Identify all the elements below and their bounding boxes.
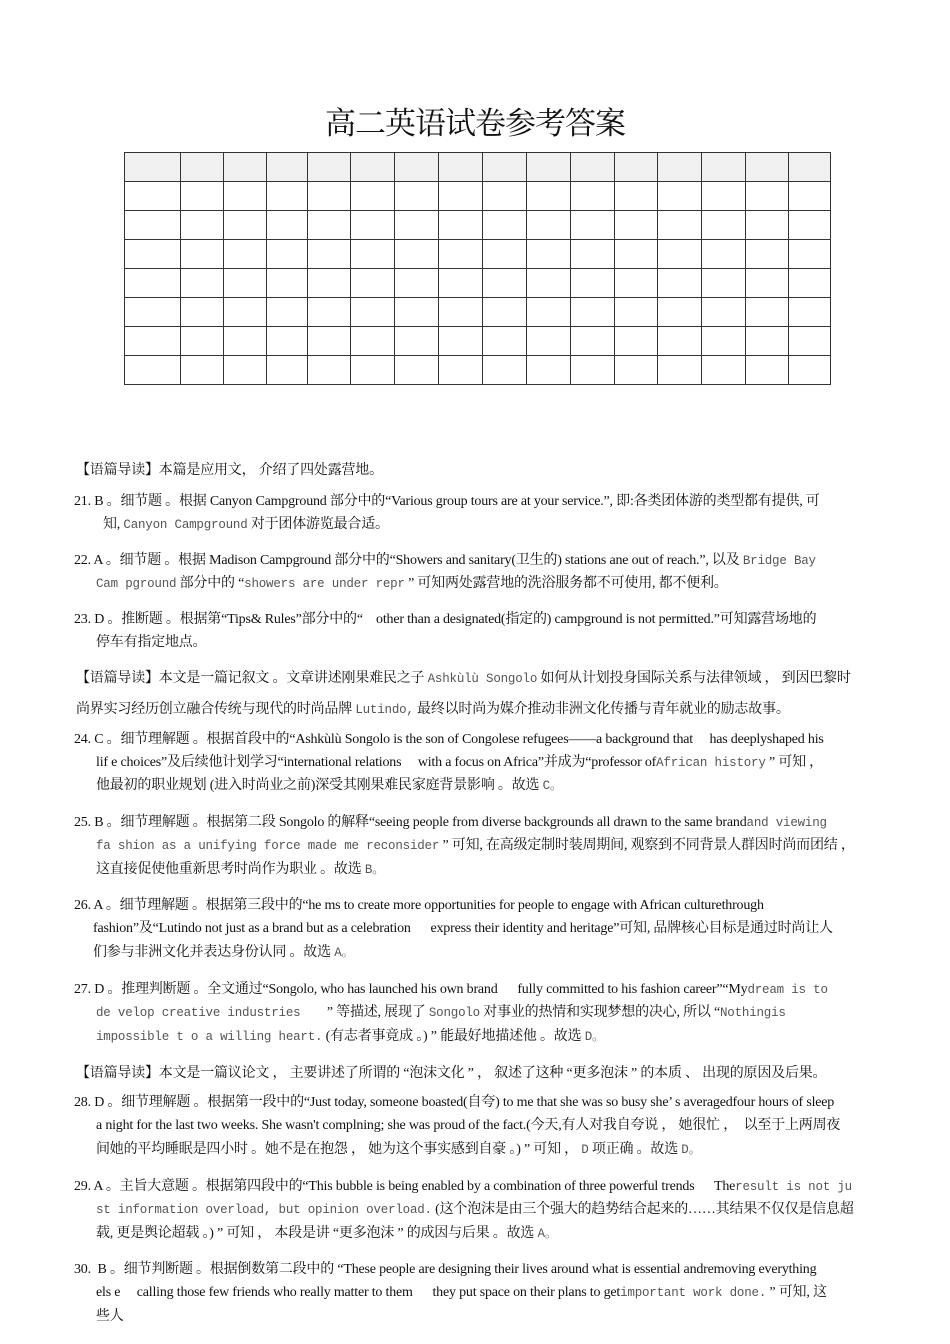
answer-table: [124, 152, 831, 385]
answer-table-cell: [788, 298, 831, 327]
answer-table-cell: [658, 269, 702, 298]
answer-table-cell: [658, 298, 702, 327]
passage-intro-line: [76, 462, 383, 480]
answer-table-cell: [266, 298, 308, 327]
quoted-text-segment: Nothingis: [719, 1006, 786, 1020]
answer-table-cell: [180, 153, 224, 182]
text-segment: ” 可知 ，: [765, 755, 823, 770]
answer-table-cell: [701, 298, 746, 327]
answer-table-cell: [395, 327, 439, 356]
explanation-line: [74, 981, 828, 999]
answer-table-cell: [571, 211, 615, 240]
text-segment: ” 等描述, 展现了: [300, 1005, 429, 1020]
text-segment: 28. D 。细节理解题 。根据第一段中的“Just today, someone boasted(自夸) to me that she was so busy she’ s averagedfour hours of sleep: [74, 1095, 835, 1110]
answer-table-cell: [266, 182, 308, 211]
answer-table-cell: [526, 327, 571, 356]
answer-table-cell: [701, 240, 746, 269]
text-segment: 对事业的热情和实现梦想的决心, 所以 “: [479, 1005, 720, 1020]
answer-table-cell: [658, 327, 702, 356]
answer-table-cell: [224, 269, 267, 298]
explanation-line: [96, 1201, 854, 1219]
answer-table-cell: [526, 211, 571, 240]
answer-table-cell: [308, 211, 351, 240]
text-segment: 停车有指定地点。: [96, 635, 207, 650]
answer-table-row: [125, 182, 831, 211]
explanation-line: [96, 634, 206, 652]
text-segment: 24. C 。细节理解题 。根据首段中的“Ashkùlù Songolo is the son of Congolese refugees——a background that has deeplyshaped his: [74, 732, 824, 747]
answer-table-cell: [746, 153, 789, 182]
text-segment: 30. B 。细节判断题 。根据倒数第二段中的 “These people are designing their lives around what is essential andremoving everything: [74, 1262, 817, 1277]
text-segment: (有志者事竟成 。) ” 能最好地描述他 。故选: [322, 1029, 585, 1044]
answer-table-cell: [350, 153, 395, 182]
answer-table-cell: [266, 327, 308, 356]
answer-table-cell: [701, 269, 746, 298]
answer-table-cell: [483, 182, 527, 211]
explanation-line: [74, 1178, 852, 1196]
answer-table-cell: [746, 327, 789, 356]
quoted-text-segment: Ashkùlù Songolo: [427, 672, 538, 686]
explanation-line: [74, 493, 820, 511]
answer-table-cell: [483, 356, 527, 385]
explanation-line: [74, 552, 816, 570]
answer-table-cell: [438, 211, 483, 240]
quoted-text-segment: D: [581, 1143, 589, 1157]
answer-table-cell: [350, 240, 395, 269]
text-segment: 如何从计划投身国际关系与法律领域 ， 到因巴黎时: [537, 671, 851, 686]
explanation-line: [103, 516, 389, 534]
answer-table-cell: [788, 211, 831, 240]
answer-table-cell: [224, 240, 267, 269]
answer-table-cell: [224, 356, 267, 385]
text-segment: ” 可知, 这: [766, 1285, 827, 1300]
answer-table-cell: [571, 153, 615, 182]
answer-table-cell: [526, 356, 571, 385]
answer-table-cell: [125, 327, 181, 356]
answer-table-cell: [746, 298, 789, 327]
answer-table-cell: [125, 298, 181, 327]
quoted-text-segment: Songolo: [428, 1006, 480, 1020]
answer-table-cell: [571, 269, 615, 298]
text-segment: fashion”及“Lutindo not just as a brand but as a celebration express their identity and heritage”可知, 品牌核心目标是通过时尚让人: [93, 921, 833, 936]
text-segment: 23. D 。推断题 。根据第“Tips& Rules”部分中的“ other than a designated(指定的) campground is not permitted.”可知露营场地的: [74, 612, 817, 627]
answer-table-cell: [180, 298, 224, 327]
text-segment: 间她的平均睡眠是四小时 。她不是在抱怨 ， 她为这个事实感到自豪 。) ” 可知 ，: [96, 1142, 582, 1157]
quoted-text-segment: showers are under repr: [244, 577, 405, 591]
answer-table-cell: [224, 153, 267, 182]
text-segment: ” 可知两处露营地的洗浴服务都不可使用, 都不便利。: [404, 576, 728, 591]
answer-table-cell: [614, 153, 658, 182]
answer-table-cell: [125, 269, 181, 298]
answer-table-cell: [395, 269, 439, 298]
quoted-text-segment: A。: [334, 946, 354, 960]
explanation-line: [96, 1028, 604, 1046]
answer-table-cell: [571, 356, 615, 385]
text-segment: 知,: [103, 517, 124, 532]
answer-table-cell: [125, 153, 181, 182]
explanation-line: [96, 1308, 124, 1326]
text-segment: 这直接促使他重新思考时尚作为职业 。故选: [96, 862, 365, 877]
quoted-text-segment: D。: [681, 1143, 701, 1157]
text-segment: 载, 更是舆论超载 。) ” 可知 ， 本段是讲 “更多泡沫 ” 的成因与后果 。故选: [96, 1226, 538, 1241]
answer-table-cell: [266, 356, 308, 385]
answer-table-cell: [483, 153, 527, 182]
answer-table-cell: [701, 211, 746, 240]
text-segment: 【语篇导读】本篇是应用文， 介绍了四处露营地。: [76, 463, 383, 478]
answer-table-row: [125, 240, 831, 269]
explanation-line: [96, 837, 855, 855]
answer-table-cell: [614, 211, 658, 240]
answer-table-cell: [788, 269, 831, 298]
answer-table-cell: [180, 240, 224, 269]
text-segment: lif e choices”及后续他计划学习“international relations with a focus on Africa”并成为“professor of: [96, 755, 657, 770]
answer-table-cell: [438, 327, 483, 356]
text-segment: 21. B 。细节题 。根据 Canyon Campground 部分中的“Various group tours are at your service.”, 即:各类团体游的类型都有提供, 可: [74, 494, 820, 509]
answer-table-cell: [571, 327, 615, 356]
text-segment: 尚界实习经历创立融合传统与现代的时尚品牌: [76, 702, 356, 717]
answer-table-cell: [308, 240, 351, 269]
answer-table-cell: [746, 182, 789, 211]
quoted-text-segment: dream is to: [747, 983, 828, 997]
answer-table-cell: [658, 153, 702, 182]
answer-table-cell: [788, 153, 831, 182]
answer-table-cell: [788, 327, 831, 356]
text-segment: 们参与非洲文化并表达身份认同 。故选: [93, 945, 335, 960]
quoted-text-segment: fa shion as a unifying force made me reconsider: [96, 839, 440, 853]
quoted-text-segment: A。: [537, 1227, 558, 1241]
answer-table-cell: [483, 327, 527, 356]
answer-table-cell: [614, 269, 658, 298]
text-segment: 【语篇导读】本文是一篇议论文 ， 主要讲述了所谓的 “泡沫文化 ” ， 叙述了这种 “更多泡沫 ” 的本质 、 出现的原因及后果。: [76, 1066, 827, 1081]
quoted-text-segment: Bridge Bay: [742, 554, 816, 568]
answer-table-cell: [658, 211, 702, 240]
answer-table-cell: [125, 356, 181, 385]
answer-table-cell: [350, 298, 395, 327]
answer-table-cell: [224, 211, 267, 240]
text-segment: 22. A 。细节题 。根据 Madison Campground 部分中的“Showers and sanitary(卫生的) stations ane out of reach.”, 以及: [74, 553, 743, 568]
answer-table-cell: [438, 182, 483, 211]
answer-table-cell: [180, 356, 224, 385]
answer-table-cell: [701, 182, 746, 211]
quoted-text-segment: de velop creative industries: [96, 1006, 301, 1020]
answer-table-cell: [308, 153, 351, 182]
answer-table-cell: [614, 182, 658, 211]
answer-table-cell: [350, 182, 395, 211]
answer-table-cell: [658, 240, 702, 269]
answer-table-cell: [571, 182, 615, 211]
answer-table-cell: [224, 298, 267, 327]
text-segment: 项正确 。故选: [588, 1142, 682, 1157]
answer-table-cell: [438, 356, 483, 385]
answer-table-cell: [483, 269, 527, 298]
answer-table-cell: [614, 298, 658, 327]
text-segment: 26. A 。细节理解题 。根据第三段中的“he ms to create more opportunities for people to engage with African culturethrough: [74, 898, 764, 913]
answer-table-cell: [438, 153, 483, 182]
answer-table-cell: [788, 182, 831, 211]
answer-table-cell: [266, 240, 308, 269]
text-segment: 27. D 。推理判断题 。全文通过“Songolo, who has launched his own brand fully committed to his fashion career”“My: [74, 982, 748, 997]
answer-table-cell: [395, 356, 439, 385]
explanation-line: [76, 701, 790, 719]
answer-table-cell: [746, 211, 789, 240]
passage-intro-line: [76, 670, 851, 688]
answer-table-cell: [614, 327, 658, 356]
answer-table-cell: [438, 269, 483, 298]
quoted-text-segment: important work done.: [620, 1286, 767, 1300]
quoted-text-segment: D。: [584, 1030, 605, 1044]
explanation-line: [96, 1117, 840, 1135]
answer-table-cell: [308, 298, 351, 327]
quoted-text-segment: st information overload, but opinion overload.: [96, 1203, 432, 1217]
answer-table-cell: [266, 269, 308, 298]
passage-intro-line: [76, 1065, 826, 1083]
text-segment: 他最初的职业规划 (进入时尚业之前)深受其刚果难民家庭背景影响 。故选: [96, 778, 543, 793]
answer-table-cell: [180, 327, 224, 356]
answer-table-cell: [395, 240, 439, 269]
explanation-line: [74, 897, 764, 915]
answer-table-cell: [308, 327, 351, 356]
explanation-line: [96, 861, 384, 879]
text-segment: els e calling those few friends who really matter to them they put space on their plans to get: [96, 1285, 621, 1300]
quoted-text-segment: impossible t o a willing heart.: [96, 1030, 323, 1044]
answer-table-cell: [180, 211, 224, 240]
text-segment: 最终以时尚为媒介推动非洲文化传播与青年就业的励志故事。: [413, 702, 790, 717]
answer-table-cell: [483, 240, 527, 269]
answer-table-row: [125, 327, 831, 356]
answer-table-cell: [483, 298, 527, 327]
answer-table-cell: [308, 182, 351, 211]
answer-table-cell: [125, 182, 181, 211]
answer-table-cell: [224, 327, 267, 356]
explanation-line: [96, 1141, 701, 1159]
answer-table-cell: [658, 356, 702, 385]
answer-table-cell: [526, 182, 571, 211]
answer-table-row: [125, 269, 831, 298]
quoted-text-segment: C。: [542, 779, 563, 793]
answer-table-cell: [701, 356, 746, 385]
quoted-text-segment: Canyon Campground: [123, 518, 248, 532]
answer-table-cell: [308, 356, 351, 385]
answer-table-row: [125, 356, 831, 385]
explanation-line: [96, 1284, 827, 1302]
answer-table-cell: [180, 182, 224, 211]
answer-table-cell: [395, 298, 439, 327]
text-segment: 对于团体游览最合适。: [247, 517, 389, 532]
answer-table-header-row: [125, 153, 831, 182]
explanation-line: [93, 944, 354, 962]
answer-table-cell: [350, 356, 395, 385]
text-segment: 些人: [96, 1309, 124, 1324]
answer-table-row: [125, 211, 831, 240]
answer-table-cell: [266, 211, 308, 240]
quoted-text-segment: B。: [364, 863, 385, 877]
explanation-line: [74, 1261, 816, 1279]
explanation-line: [96, 575, 728, 593]
answer-table-cell: [788, 240, 831, 269]
text-segment: 29. A 。主旨大意题 。根据第四段中的“This bubble is being enabled by a combination of three powerful trends The: [74, 1179, 736, 1194]
answer-table-cell: [483, 211, 527, 240]
answer-table-cell: [746, 240, 789, 269]
answer-table-cell: [788, 356, 831, 385]
page-title: 高二英语试卷参考答案: [325, 106, 625, 142]
explanation-line: [74, 611, 816, 629]
quoted-text-segment: African history: [656, 756, 766, 770]
quoted-text-segment: and viewing: [746, 816, 827, 830]
text-segment: 25. B 。细节理解题 。根据第二段 Songolo 的解释“seeing people from diverse backgrounds all drawn to the same brand: [74, 815, 747, 830]
answer-table-cell: [350, 269, 395, 298]
quoted-text-segment: Lutindo,: [355, 703, 414, 717]
answer-table-cell: [224, 182, 267, 211]
explanation-line: [96, 777, 562, 795]
answer-table-cell: [701, 153, 746, 182]
answer-table-cell: [571, 240, 615, 269]
explanation-line: [93, 920, 833, 938]
answer-table-cell: [266, 153, 308, 182]
answer-table-cell: [614, 356, 658, 385]
answer-table-cell: [746, 356, 789, 385]
answer-table-cell: [438, 298, 483, 327]
explanation-line: [74, 1094, 834, 1112]
quoted-text-segment: result is not ju: [735, 1180, 852, 1194]
answer-table-cell: [526, 269, 571, 298]
answer-table-cell: [350, 327, 395, 356]
answer-table-cell: [395, 182, 439, 211]
answer-table-cell: [658, 182, 702, 211]
answer-table-cell: [701, 327, 746, 356]
answer-table-cell: [125, 211, 181, 240]
answer-table-cell: [526, 240, 571, 269]
answer-table-cell: [180, 269, 224, 298]
text-segment: (这个泡沫是由三个强大的趋势结合起来的……其结果不仅仅是信息超: [431, 1202, 854, 1217]
explanation-line: [96, 1004, 786, 1022]
answer-table-cell: [526, 298, 571, 327]
text-segment: ” 可知, 在高级定制时装周期间, 观察到不同背景人群因时尚而团结 ，: [439, 838, 855, 853]
explanation-line: [74, 814, 827, 832]
answer-table-cell: [746, 269, 789, 298]
explanation-line: [96, 754, 823, 772]
answer-table-cell: [614, 240, 658, 269]
text-segment: a night for the last two weeks. She wasn't complning; she was proud of the fact.(今天,有人对我自夸说 ， 她很忙 ， 以至于上两周夜: [96, 1118, 841, 1133]
answer-table-cell: [395, 211, 439, 240]
text-segment: 部分中的 “: [176, 576, 245, 591]
quoted-text-segment: Cam pground: [96, 577, 177, 591]
text-segment: 【语篇导读】本文是一篇记叙文 。文章讲述刚果难民之子: [76, 671, 428, 686]
answer-table-cell: [125, 240, 181, 269]
explanation-line: [96, 1225, 557, 1243]
answer-table-row: [125, 298, 831, 327]
answer-table-cell: [308, 269, 351, 298]
answer-table-cell: [395, 153, 439, 182]
answer-table-cell: [526, 153, 571, 182]
answer-table-cell: [350, 211, 395, 240]
explanation-line: [74, 731, 824, 749]
answer-table-cell: [438, 240, 483, 269]
answer-table-cell: [571, 298, 615, 327]
